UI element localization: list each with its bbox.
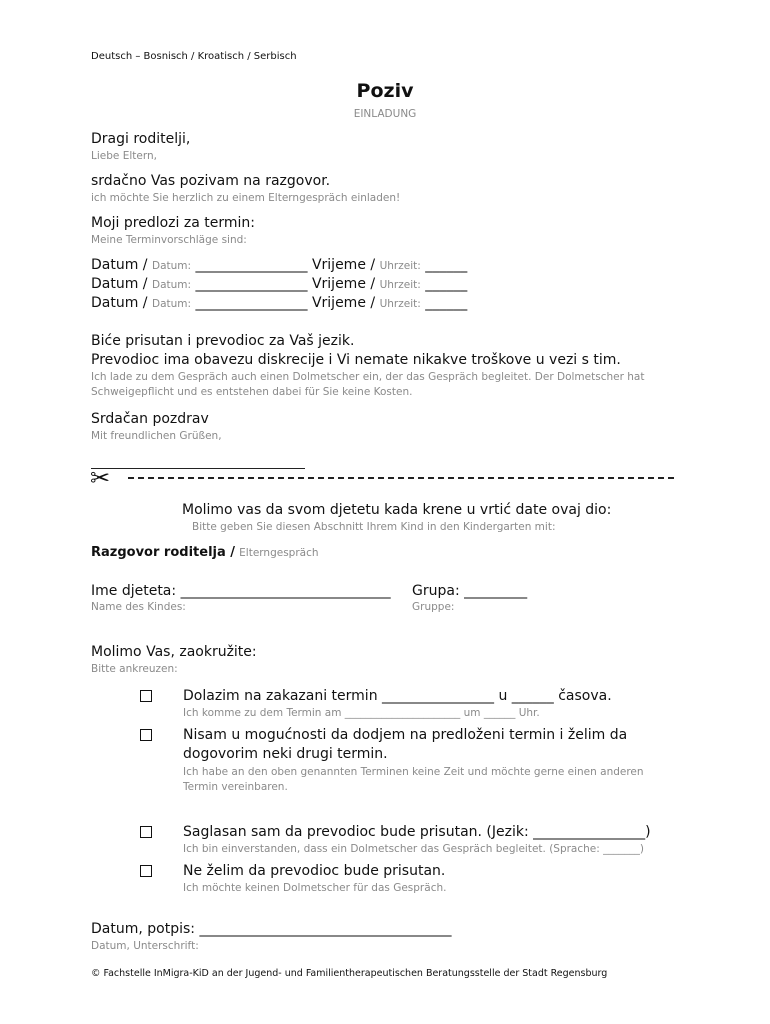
time-label-de: Uhrzeit:: [379, 260, 421, 272]
time-label: Vrijeme /: [311, 257, 376, 273]
interpreter-translation-2: Schweigepflicht und es entstehen dabei für Sie keine Kosten.: [91, 386, 413, 398]
option-text: Ne želim da prevodioc bude prisutan.: [183, 863, 446, 879]
group-translation: Gruppe:: [412, 601, 455, 613]
page-subtitle: EINLADUNG: [353, 108, 417, 120]
time-label: Vrijeme /: [311, 276, 376, 292]
group-field: [412, 583, 527, 599]
child-name-translation: Name des Kindes:: [91, 601, 186, 613]
date-row: [91, 257, 467, 273]
greeting-text: Dragi roditelji,: [91, 131, 191, 147]
interpreter-text-1: Biće prisutan i prevodioc za Vaš jezik.: [91, 333, 355, 349]
date-blank[interactable]: ________________: [195, 295, 308, 311]
date-label-de: Datum:: [151, 279, 192, 291]
section-heading: [91, 545, 319, 560]
date-label: Datum /: [91, 257, 148, 273]
option-checkbox[interactable]: [140, 690, 152, 702]
interpreter-translation-1: Ich lade zu dem Gespräch auch einen Dolmetscher ein, der das Gespräch begleitet. Der Dolmetscher hat: [91, 371, 645, 383]
time-label-de: Uhrzeit:: [379, 298, 421, 310]
option-checkbox[interactable]: [140, 865, 152, 877]
proposals-text: Moji predlozi za termin:: [91, 215, 255, 231]
child-name-label: Ime djeteta:: [91, 583, 177, 599]
date-label-de: Datum:: [151, 298, 192, 310]
circle-instruction-translation: Bitte ankreuzen:: [91, 663, 178, 675]
closing-text: Srdačan pozdrav: [91, 411, 209, 427]
date-label: Datum /: [91, 295, 148, 311]
option-translation: Ich komme zu dem Termin am ______________________ um ______ Uhr.: [183, 707, 540, 719]
date-label-de: Datum:: [151, 260, 192, 272]
language-header: Deutsch – Bosnisch / Kroatisch / Serbisch: [91, 51, 297, 62]
option-text: Nisam u mogućnosti da dodjem na predloženi termin i želim da: [183, 727, 628, 743]
date-blank[interactable]: ________________: [195, 276, 308, 292]
date-blank[interactable]: ________________: [195, 257, 308, 273]
signature-translation: Datum, Unterschrift:: [91, 940, 199, 952]
closing-translation: Mit freundlichen Grüßen,: [91, 430, 222, 442]
option-translation-line2: Termin vereinbaren.: [183, 781, 288, 793]
group-blank[interactable]: _________: [464, 583, 528, 599]
date-row: [91, 276, 467, 292]
cut-line: [128, 477, 674, 479]
circle-instruction: Molimo Vas, zaokružite:: [91, 644, 257, 660]
time-label: Vrijeme /: [311, 295, 376, 311]
page-title: Poziv: [356, 80, 414, 102]
invite-translation: ich möchte Sie herzlich zu einem Elterngespräch einladen!: [91, 192, 401, 204]
signature-line[interactable]: [91, 468, 305, 469]
option-translation: Ich möchte keinen Dolmetscher für das Gespräch.: [183, 882, 447, 894]
signature-blank[interactable]: ____________________________________: [199, 921, 452, 937]
footer-copyright: © Fachstelle InMigra-KiD an der Jugend- und Familientherapeutischen Beratungsstelle der Stadt Regensburg: [91, 968, 608, 979]
interpreter-text-2: Prevodioc ima obavezu diskrecije i Vi nemate nikakve troškove u vezi s tim.: [91, 352, 621, 368]
date-row: [91, 295, 467, 311]
invite-text: srdačno Vas pozivam na razgovor.: [91, 173, 331, 189]
scissors-icon: ✂: [90, 464, 111, 492]
option-translation: Ich habe an den oben genannten Terminen keine Zeit und möchte gerne einen anderen: [183, 766, 644, 778]
greeting-translation: Liebe Eltern,: [91, 150, 157, 162]
time-label-de: Uhrzeit:: [379, 279, 421, 291]
child-name-blank[interactable]: ______________________________: [180, 583, 391, 599]
option-checkbox[interactable]: [140, 826, 152, 838]
date-label: Datum /: [91, 276, 148, 292]
signature-label: Datum, potpis:: [91, 921, 195, 937]
cut-instruction: Molimo vas da svom djetetu kada krene u vrtić date ovaj dio:: [182, 502, 612, 518]
signature-field: [91, 921, 451, 937]
time-blank[interactable]: ______: [425, 257, 468, 273]
proposals-translation: Meine Terminvorschläge sind:: [91, 234, 247, 246]
option-text: Dolazim na zakazani termin ________________ u ______ časova.: [183, 688, 612, 704]
section-heading-translation: Elterngespräch: [239, 547, 319, 559]
time-blank[interactable]: ______: [425, 295, 468, 311]
option-checkbox[interactable]: [140, 729, 152, 741]
time-blank[interactable]: ______: [425, 276, 468, 292]
section-heading-text: Razgovor roditelja /: [91, 545, 236, 560]
option-text: Saglasan sam da prevodioc bude prisutan. (Jezik: ________________): [183, 824, 651, 840]
option-translation: Ich bin einverstanden, dass ein Dolmetscher das Gespräch begleitet. (Sprache: _______): [183, 843, 644, 855]
cut-instruction-translation: Bitte geben Sie diesen Abschnitt Ihrem Kind in den Kindergarten mit:: [192, 521, 556, 533]
option-text-line2: dogovorim neki drugi termin.: [183, 746, 388, 762]
child-name-field: [91, 583, 391, 599]
group-label: Grupa:: [412, 583, 460, 599]
